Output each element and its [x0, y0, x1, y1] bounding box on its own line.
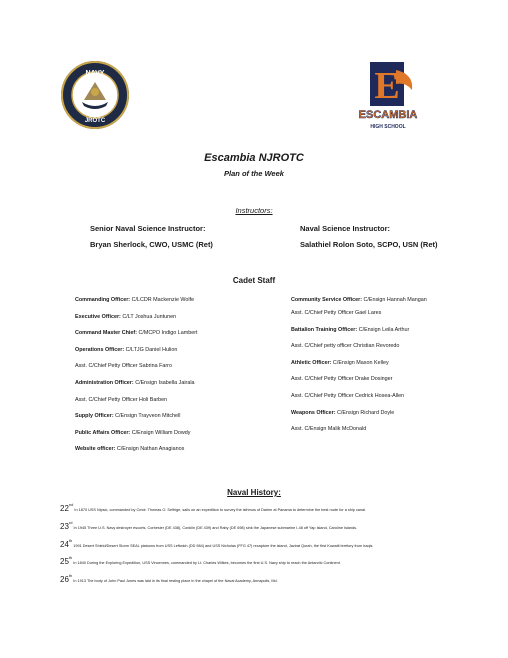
- staff-entry: [291, 360, 441, 367]
- history-day: 24: [60, 540, 69, 549]
- history-text: In 1913 The body of John Paul Jones was laid in its final resting place in the chapel of the Naval Academy, Annapolis, Md.: [72, 579, 278, 583]
- staff-entry: [75, 314, 255, 321]
- staff-entry: [75, 297, 255, 304]
- document-subtitle: Plan of the Week: [224, 169, 284, 178]
- history-entry: [60, 502, 480, 513]
- staff-entry: [75, 330, 255, 337]
- staff-entry: [291, 410, 441, 417]
- staff-role: Public Affairs Officer:: [75, 429, 131, 436]
- staff-entry: [291, 310, 441, 317]
- staff-role: Administration Officer:: [75, 379, 134, 386]
- history-day: 23: [60, 522, 69, 531]
- logo-ring-bottom-text: JROTC: [84, 118, 106, 124]
- staff-name: C/Ensign William Dowdy: [130, 429, 191, 436]
- history-day: 22: [60, 504, 69, 513]
- history-entry: [60, 520, 480, 531]
- history-text: In 1840 During the Exploring Expedition, USS Vincennes, commanded by Lt. Charles Wilkes, becomes the first U.S. Navy ship to reach the Antarctic Continent.: [72, 561, 341, 565]
- staff-name: Asst. C/Chief Petty Officer Drake Dosinger: [291, 376, 393, 383]
- cadet-staff-left-column: [75, 297, 255, 463]
- staff-name: Asst. C/Ensign Malik McDonald: [291, 426, 367, 433]
- staff-entry: [75, 397, 255, 404]
- staff-role: Executive Officer:: [75, 313, 121, 320]
- history-text: 1991 Desert Shield/Desert Storm SEAL platoons from USS Leftwich (DD 984) and USS Nicholas (FFG 47) recapture the island, Jazirat Qurah, the first Kuwaiti territory from Iraqis.: [72, 544, 374, 548]
- naval-instructor-role: Naval Science Instructor:: [300, 224, 391, 233]
- cadet-staff-right-column: [291, 297, 441, 443]
- staff-entry: [75, 347, 255, 354]
- staff-name: C/LT Joshua Juntunen: [120, 313, 177, 320]
- staff-name: C/Ensign Isabella Jairala: [133, 379, 195, 386]
- escambia-logo: [356, 60, 420, 138]
- history-day: 25: [60, 557, 69, 566]
- staff-role: Athletic Officer:: [291, 359, 332, 366]
- staff-role: Weapons Officer:: [291, 409, 336, 416]
- senior-instructor-role: Senior Naval Science Instructor:: [90, 224, 206, 233]
- staff-entry: [75, 380, 255, 387]
- logo-ring-top-text: NAVY: [85, 70, 105, 77]
- staff-name: Asst. C/Chief Petty Officer Holi Barben: [75, 396, 168, 403]
- staff-entry: [75, 363, 255, 370]
- history-day-suffix: nd: [68, 502, 74, 507]
- naval-instructor-name: Salathiel Rolon Soto, SCPO, USN (Ret): [300, 240, 438, 249]
- staff-name: C/Ensign Mason Kelley: [331, 359, 389, 366]
- staff-entry: [291, 297, 441, 304]
- staff-role: Supply Officer:: [75, 413, 114, 420]
- history-day-suffix: th: [68, 555, 73, 560]
- staff-entry: [291, 426, 441, 433]
- staff-entry: [291, 376, 441, 383]
- senior-instructor-name: Bryan Sherlock, CWO, USMC (Ret): [90, 240, 213, 249]
- staff-name: Asst. C/Chief Petty Officer Gael Lares: [291, 310, 382, 316]
- staff-entry: [75, 413, 255, 420]
- history-text: In 1870 USS Nipsic, commanded by Cmdr. Thomas O. Selfrige, sails on an expedition to survey the isthmus of Darien at Panama to determine the best route for a ship canal.: [73, 508, 367, 512]
- staff-role: Website officer:: [75, 446, 116, 453]
- history-day-suffix: rd: [68, 520, 73, 525]
- staff-name: C/Ensign Hannah Mangan: [362, 297, 427, 303]
- history-entry: [60, 573, 480, 584]
- staff-entry: [291, 393, 441, 400]
- staff-name: C/Ensign Nathan Anagianos: [115, 446, 185, 453]
- staff-role: Battalion Training Officer:: [291, 326, 358, 333]
- staff-entry: [291, 343, 441, 350]
- staff-role: Operations Officer:: [75, 346, 125, 353]
- staff-name: Asst. C/Chief Petty Officer Sabrina Farro: [75, 363, 172, 370]
- navy-jrotc-logo: [60, 60, 130, 130]
- history-entry: [60, 538, 480, 549]
- staff-name: C/Ensign Trayveon Mitchell: [113, 413, 181, 420]
- staff-name: Asst. C/Chief Petty Officer Cedrick Hosea-Allen: [291, 392, 405, 399]
- staff-name: Asst. C/Chief petty officer Christian Revoredo: [291, 343, 400, 350]
- history-text: In 1945 Three U.S. Navy destroyer escorts, Corbesier (DE 438), Conklin (DE 439) and Raby (DE 698) sink the Japanese submarine I-48 off Yap Island, Caroline Islands.: [72, 526, 358, 530]
- staff-entry: [291, 327, 441, 334]
- document-title: Escambia NJROTC: [204, 152, 304, 164]
- staff-name: C/MCPO Indigo Lambert: [137, 330, 198, 337]
- staff-role: Community Service Officer:: [291, 297, 362, 303]
- naval-history-heading: [0, 488, 508, 497]
- history-day: 26: [60, 575, 69, 584]
- staff-name: C/Ensign Richard Doyle: [335, 409, 395, 416]
- logo-sub-text: HIGH SCHOOL: [370, 124, 406, 130]
- staff-name: C/LTJG Daniel Hulion: [124, 346, 178, 353]
- staff-role: Command Master Chief:: [75, 330, 138, 337]
- history-entry: [60, 555, 480, 566]
- history-day-suffix: th: [68, 538, 73, 543]
- staff-name: C/Ensign Leila Arthur: [357, 326, 410, 333]
- logo-arc-text: ESCAMBIA: [358, 109, 418, 121]
- staff-name: C/LCDR Mackenzie Wolfe: [130, 297, 195, 303]
- history-day-suffix: th: [68, 573, 73, 578]
- staff-entry: [75, 430, 255, 437]
- cadet-staff-heading: Cadet Staff: [232, 276, 276, 285]
- logo-letter: E: [374, 65, 400, 107]
- naval-history-heading-text: Naval History:: [227, 488, 281, 497]
- staff-role: Commanding Officer:: [75, 297, 131, 303]
- staff-entry: [75, 446, 255, 453]
- instructors-heading: Instructors:: [235, 206, 273, 215]
